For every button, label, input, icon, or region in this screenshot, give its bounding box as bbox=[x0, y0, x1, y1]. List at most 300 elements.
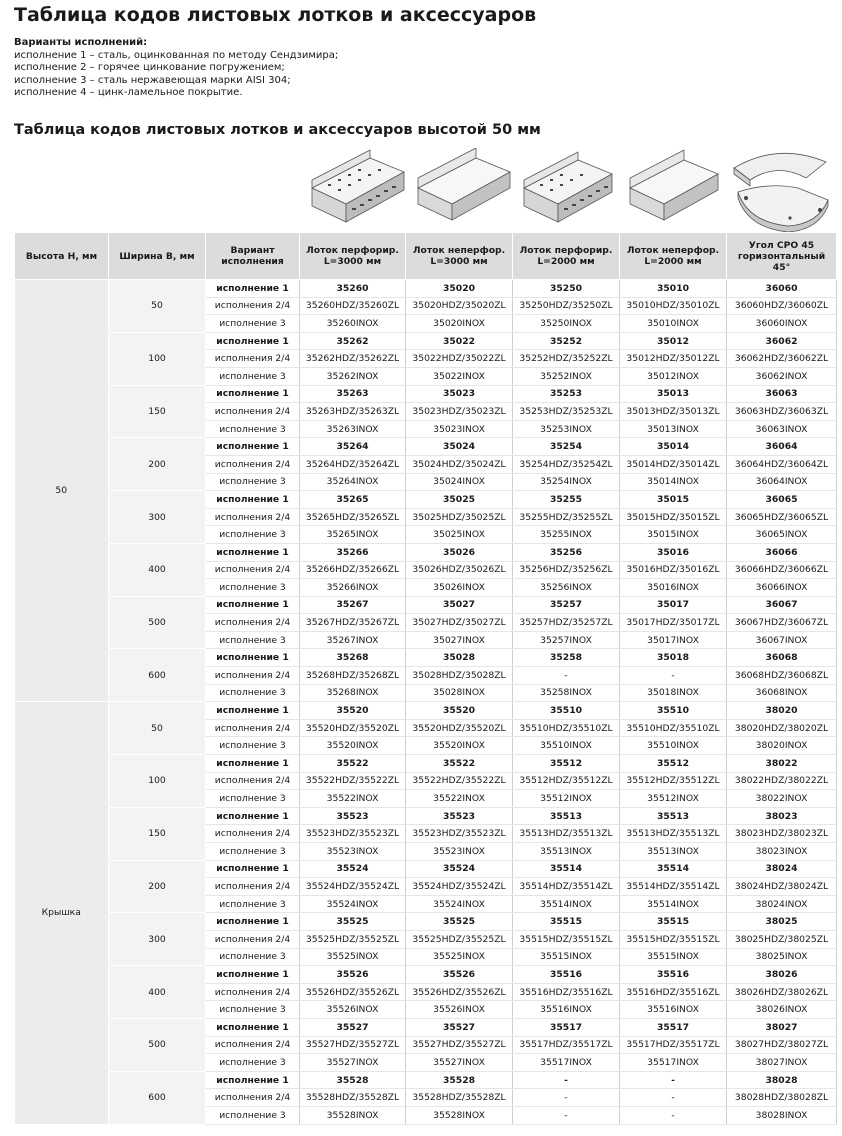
code-cell: 36064 bbox=[727, 438, 837, 456]
code-cell: 36066 bbox=[727, 543, 837, 561]
code-cell: 35515HDZ/35515ZL bbox=[620, 930, 727, 948]
code-cell: 35520HDZ/35520ZL bbox=[300, 719, 406, 737]
code-cell: 35267HDZ/35267ZL bbox=[300, 614, 406, 632]
code-cell: 36062HDZ/36062ZL bbox=[727, 350, 837, 368]
code-cell: 36063INOX bbox=[727, 420, 837, 438]
code-cell: 35523INOX bbox=[406, 843, 513, 861]
variant-cell: исполнения 2/4 bbox=[206, 455, 300, 473]
code-cell: 35266INOX bbox=[300, 579, 406, 597]
code-cell: 35510INOX bbox=[620, 737, 727, 755]
code-cell: 36066HDZ/36066ZL bbox=[727, 561, 837, 579]
code-cell: 38026INOX bbox=[727, 1001, 837, 1019]
code-cell: 35022INOX bbox=[406, 367, 513, 385]
width-cell: 500 bbox=[109, 596, 206, 649]
variant-cell: исполнения 2/4 bbox=[206, 667, 300, 685]
variant-cell: исполнения 2/4 bbox=[206, 508, 300, 526]
code-cell: 35525INOX bbox=[406, 948, 513, 966]
code-cell: 38022 bbox=[727, 755, 837, 773]
code-cell: 38024INOX bbox=[727, 895, 837, 913]
code-cell: 35265INOX bbox=[300, 526, 406, 544]
code-cell: 35014HDZ/35014ZL bbox=[620, 455, 727, 473]
variant-cell: исполнения 2/4 bbox=[206, 930, 300, 948]
code-cell: 35515 bbox=[620, 913, 727, 931]
variant-cell: исполнения 2/4 bbox=[206, 614, 300, 632]
variant-cell: исполнение 1 bbox=[206, 860, 300, 878]
code-cell: 35510 bbox=[620, 702, 727, 720]
code-cell: 35255 bbox=[513, 491, 620, 509]
code-cell: 35263 bbox=[300, 385, 406, 403]
code-cell: 36062 bbox=[727, 332, 837, 350]
table-row bbox=[15, 332, 837, 350]
code-cell: 35264HDZ/35264ZL bbox=[300, 455, 406, 473]
code-cell: 35265 bbox=[300, 491, 406, 509]
code-cell: 35253HDZ/35253ZL bbox=[513, 403, 620, 421]
code-cell: 35028INOX bbox=[406, 684, 513, 702]
code-cell: - bbox=[620, 1071, 727, 1089]
code-cell: 38022HDZ/38022ZL bbox=[727, 772, 837, 790]
variant-cell: исполнение 3 bbox=[206, 473, 300, 491]
code-cell: 38024HDZ/38024ZL bbox=[727, 878, 837, 896]
code-cell: 35528HDZ/35528ZL bbox=[300, 1089, 406, 1107]
table-row bbox=[15, 913, 837, 931]
code-cell: 35512 bbox=[513, 755, 620, 773]
code-cell: 35526 bbox=[406, 966, 513, 984]
code-cell: 35254INOX bbox=[513, 473, 620, 491]
code-cell: 35253 bbox=[513, 385, 620, 403]
code-cell: 35250INOX bbox=[513, 315, 620, 333]
variant-cell: исполнение 1 bbox=[206, 913, 300, 931]
column-header: Высота H, мм bbox=[15, 233, 109, 280]
horizontal-angle-image bbox=[728, 148, 832, 232]
code-cell: 35524HDZ/35524ZL bbox=[300, 878, 406, 896]
variant-cell: исполнение 1 bbox=[206, 385, 300, 403]
code-cell: 35027 bbox=[406, 596, 513, 614]
code-cell: 35522HDZ/35522ZL bbox=[406, 772, 513, 790]
code-cell: 35257HDZ/35257ZL bbox=[513, 614, 620, 632]
code-cell: 35024INOX bbox=[406, 473, 513, 491]
code-cell: 36065HDZ/36065ZL bbox=[727, 508, 837, 526]
code-cell: 36067INOX bbox=[727, 631, 837, 649]
code-cell: 35516INOX bbox=[620, 1001, 727, 1019]
code-cell: 35522INOX bbox=[300, 790, 406, 808]
code-cell: 35514 bbox=[620, 860, 727, 878]
code-cell: 35264 bbox=[300, 438, 406, 456]
code-cell: 35016INOX bbox=[620, 579, 727, 597]
code-cell: 35268HDZ/35268ZL bbox=[300, 667, 406, 685]
code-cell: 35513 bbox=[620, 807, 727, 825]
width-cell: 100 bbox=[109, 332, 206, 385]
code-cell: 35017INOX bbox=[620, 631, 727, 649]
variant-cell: исполнения 2/4 bbox=[206, 825, 300, 843]
column-header: Вариант исполнения bbox=[206, 233, 300, 280]
width-cell: 200 bbox=[109, 438, 206, 491]
code-cell: 35527HDZ/35527ZL bbox=[300, 1036, 406, 1054]
code-cell: 35513INOX bbox=[513, 843, 620, 861]
code-cell: 38028INOX bbox=[727, 1106, 837, 1124]
code-cell: 35526 bbox=[300, 966, 406, 984]
table-row bbox=[15, 385, 837, 403]
code-cell: 35527INOX bbox=[300, 1054, 406, 1072]
variant-cell: исполнение 1 bbox=[206, 438, 300, 456]
code-cell: 35028HDZ/35028ZL bbox=[406, 667, 513, 685]
code-cell: 35263HDZ/35263ZL bbox=[300, 403, 406, 421]
width-cell: 600 bbox=[109, 1071, 206, 1124]
variant-cell: исполнение 3 bbox=[206, 843, 300, 861]
code-cell: - bbox=[513, 667, 620, 685]
code-cell: 35524HDZ/35524ZL bbox=[406, 878, 513, 896]
variant-cell: исполнение 3 bbox=[206, 1106, 300, 1124]
code-cell: 35014 bbox=[620, 438, 727, 456]
code-cell: 35520 bbox=[300, 702, 406, 720]
column-header: Ширина B, мм bbox=[109, 233, 206, 280]
code-cell: - bbox=[620, 667, 727, 685]
code-cell: 36064INOX bbox=[727, 473, 837, 491]
code-cell: 35254HDZ/35254ZL bbox=[513, 455, 620, 473]
code-cell: 36067HDZ/36067ZL bbox=[727, 614, 837, 632]
table-row bbox=[15, 1071, 837, 1089]
code-cell: 35010 bbox=[620, 280, 727, 298]
code-cell: 35525INOX bbox=[300, 948, 406, 966]
code-cell: 38027HDZ/38027ZL bbox=[727, 1036, 837, 1054]
variant-cell: исполнение 1 bbox=[206, 649, 300, 667]
variant-cell: исполнение 3 bbox=[206, 420, 300, 438]
code-cell: 38023INOX bbox=[727, 843, 837, 861]
variant-line: исполнение 1 – сталь, оцинкованная по методу Сендзимира; bbox=[14, 49, 339, 61]
table-row bbox=[15, 280, 837, 298]
code-cell: 35522 bbox=[406, 755, 513, 773]
code-cell: 35022 bbox=[406, 332, 513, 350]
product-images bbox=[300, 148, 836, 232]
code-cell: 35013INOX bbox=[620, 420, 727, 438]
code-cell: 38026HDZ/38026ZL bbox=[727, 983, 837, 1001]
code-cell: 35513 bbox=[513, 807, 620, 825]
code-cell: 35257 bbox=[513, 596, 620, 614]
code-cell: 35525 bbox=[300, 913, 406, 931]
code-cell: 36066INOX bbox=[727, 579, 837, 597]
code-cell: 36064HDZ/36064ZL bbox=[727, 455, 837, 473]
code-cell: 35025HDZ/35025ZL bbox=[406, 508, 513, 526]
code-cell: 35026 bbox=[406, 543, 513, 561]
variant-cell: исполнения 2/4 bbox=[206, 772, 300, 790]
table-body bbox=[15, 280, 837, 1125]
code-cell: 35517 bbox=[513, 1018, 620, 1036]
code-cell: 35265HDZ/35265ZL bbox=[300, 508, 406, 526]
code-cell: 35528HDZ/35528ZL bbox=[406, 1089, 513, 1107]
code-cell: 35527 bbox=[300, 1018, 406, 1036]
code-cell: 35020 bbox=[406, 280, 513, 298]
code-cell: 35262HDZ/35262ZL bbox=[300, 350, 406, 368]
code-cell: 35517INOX bbox=[620, 1054, 727, 1072]
code-cell: 35013 bbox=[620, 385, 727, 403]
variant-line: исполнение 3 – сталь нержавеющая марки AISI 304; bbox=[14, 74, 291, 86]
code-cell: 35025INOX bbox=[406, 526, 513, 544]
code-cell: 35515 bbox=[513, 913, 620, 931]
code-cell: 36062INOX bbox=[727, 367, 837, 385]
code-cell: 35516HDZ/35516ZL bbox=[620, 983, 727, 1001]
code-cell: 35525 bbox=[406, 913, 513, 931]
table-header-row bbox=[15, 233, 837, 280]
column-header: Лоток неперфор. L=3000 мм bbox=[406, 233, 513, 280]
code-cell: 35018 bbox=[620, 649, 727, 667]
code-cell: 35516 bbox=[620, 966, 727, 984]
code-cell: 35515INOX bbox=[620, 948, 727, 966]
code-cell: 35267 bbox=[300, 596, 406, 614]
code-cell: 35527 bbox=[406, 1018, 513, 1036]
code-cell: 35018INOX bbox=[620, 684, 727, 702]
code-cell: 35510HDZ/35510ZL bbox=[513, 719, 620, 737]
width-cell: 50 bbox=[109, 702, 206, 755]
code-cell: 35256 bbox=[513, 543, 620, 561]
code-cell: 35027HDZ/35027ZL bbox=[406, 614, 513, 632]
code-cell: 35026INOX bbox=[406, 579, 513, 597]
variant-cell: исполнение 3 bbox=[206, 367, 300, 385]
variant-cell: исполнение 1 bbox=[206, 755, 300, 773]
code-cell: - bbox=[513, 1071, 620, 1089]
code-cell: 35512 bbox=[620, 755, 727, 773]
code-cell: 35516HDZ/35516ZL bbox=[513, 983, 620, 1001]
code-cell: 35514HDZ/35514ZL bbox=[513, 878, 620, 896]
code-cell: 35524 bbox=[406, 860, 513, 878]
variant-cell: исполнение 1 bbox=[206, 332, 300, 350]
code-cell: 35523HDZ/35523ZL bbox=[300, 825, 406, 843]
code-cell: 35252INOX bbox=[513, 367, 620, 385]
code-cell: 35525HDZ/35525ZL bbox=[300, 930, 406, 948]
code-cell: 38028HDZ/38028ZL bbox=[727, 1089, 837, 1107]
code-cell: 35014INOX bbox=[620, 473, 727, 491]
code-cell: 35520INOX bbox=[300, 737, 406, 755]
code-cell: 35528 bbox=[300, 1071, 406, 1089]
code-cell: 36060 bbox=[727, 280, 837, 298]
code-cell: 35510HDZ/35510ZL bbox=[620, 719, 727, 737]
variant-cell: исполнения 2/4 bbox=[206, 1089, 300, 1107]
code-cell: 35016HDZ/35016ZL bbox=[620, 561, 727, 579]
variant-cell: исполнение 3 bbox=[206, 737, 300, 755]
code-cell: 35023HDZ/35023ZL bbox=[406, 403, 513, 421]
code-cell: 35515HDZ/35515ZL bbox=[513, 930, 620, 948]
variant-cell: исполнения 2/4 bbox=[206, 297, 300, 315]
code-cell: 35514HDZ/35514ZL bbox=[620, 878, 727, 896]
code-cell: 35255INOX bbox=[513, 526, 620, 544]
code-cell: 35025 bbox=[406, 491, 513, 509]
code-cell: 35517HDZ/35517ZL bbox=[620, 1036, 727, 1054]
table-row bbox=[15, 491, 837, 509]
code-cell: 35524INOX bbox=[300, 895, 406, 913]
variant-cell: исполнение 1 bbox=[206, 596, 300, 614]
code-cell: 35517INOX bbox=[513, 1054, 620, 1072]
variants-block bbox=[14, 37, 338, 100]
column-header: Лоток перфорир. L=3000 мм bbox=[300, 233, 406, 280]
code-cell: 35268INOX bbox=[300, 684, 406, 702]
code-cell: 35523INOX bbox=[300, 843, 406, 861]
code-cell: 35513HDZ/35513ZL bbox=[620, 825, 727, 843]
non-perforated-tray-image bbox=[414, 148, 514, 232]
code-cell: 35520HDZ/35520ZL bbox=[406, 719, 513, 737]
code-cell: 35523HDZ/35523ZL bbox=[406, 825, 513, 843]
table-row bbox=[15, 596, 837, 614]
code-cell: 35250 bbox=[513, 280, 620, 298]
code-cell: 35257INOX bbox=[513, 631, 620, 649]
column-header: Лоток неперфор. L=2000 мм bbox=[620, 233, 727, 280]
code-cell: 35522INOX bbox=[406, 790, 513, 808]
variant-cell: исполнение 3 bbox=[206, 526, 300, 544]
code-cell: 35512INOX bbox=[620, 790, 727, 808]
code-cell: 36063HDZ/36063ZL bbox=[727, 403, 837, 421]
table-row bbox=[15, 543, 837, 561]
variant-cell: исполнение 3 bbox=[206, 631, 300, 649]
variant-cell: исполнения 2/4 bbox=[206, 878, 300, 896]
code-cell: 35266HDZ/35266ZL bbox=[300, 561, 406, 579]
variant-cell: исполнение 3 bbox=[206, 1001, 300, 1019]
table-row bbox=[15, 807, 837, 825]
variant-cell: исполнение 1 bbox=[206, 543, 300, 561]
code-cell: 35015INOX bbox=[620, 526, 727, 544]
code-cell: 35512HDZ/35512ZL bbox=[513, 772, 620, 790]
code-cell: 35514INOX bbox=[513, 895, 620, 913]
variant-cell: исполнение 1 bbox=[206, 280, 300, 298]
code-cell: 38025HDZ/38025ZL bbox=[727, 930, 837, 948]
width-cell: 50 bbox=[109, 280, 206, 333]
code-cell: 35262INOX bbox=[300, 367, 406, 385]
variant-cell: исполнение 3 bbox=[206, 948, 300, 966]
code-cell: 35026HDZ/35026ZL bbox=[406, 561, 513, 579]
code-cell: 35027INOX bbox=[406, 631, 513, 649]
perforated-tray-short-image bbox=[518, 148, 618, 232]
code-cell: 36068INOX bbox=[727, 684, 837, 702]
page-title: Таблица кодов листовых лотков и аксессуаров bbox=[14, 4, 537, 26]
code-cell: 36068 bbox=[727, 649, 837, 667]
variant-cell: исполнения 2/4 bbox=[206, 403, 300, 421]
code-cell: 35516INOX bbox=[513, 1001, 620, 1019]
code-cell: 35528INOX bbox=[406, 1106, 513, 1124]
code-cell: 38026 bbox=[727, 966, 837, 984]
variant-cell: исполнение 3 bbox=[206, 579, 300, 597]
code-cell: 35020INOX bbox=[406, 315, 513, 333]
code-cell: 35527HDZ/35527ZL bbox=[406, 1036, 513, 1054]
code-cell: 35525HDZ/35525ZL bbox=[406, 930, 513, 948]
variant-cell: исполнение 3 bbox=[206, 895, 300, 913]
codes-table bbox=[14, 232, 837, 1125]
variants-heading: Варианты исполнений: bbox=[14, 37, 148, 48]
code-cell: - bbox=[513, 1089, 620, 1107]
code-cell: 35528INOX bbox=[300, 1106, 406, 1124]
code-cell: 35256HDZ/35256ZL bbox=[513, 561, 620, 579]
code-cell: - bbox=[620, 1089, 727, 1107]
code-cell: 35012HDZ/35012ZL bbox=[620, 350, 727, 368]
height-cell: 50 bbox=[15, 280, 109, 702]
code-cell: 35250HDZ/35250ZL bbox=[513, 297, 620, 315]
table-row bbox=[15, 966, 837, 984]
code-cell: 38028 bbox=[727, 1071, 837, 1089]
code-cell: 38027INOX bbox=[727, 1054, 837, 1072]
code-cell: 35264INOX bbox=[300, 473, 406, 491]
variant-cell: исполнение 1 bbox=[206, 1071, 300, 1089]
code-cell: 35028 bbox=[406, 649, 513, 667]
code-cell: 35017HDZ/35017ZL bbox=[620, 614, 727, 632]
code-cell: 35024HDZ/35024ZL bbox=[406, 455, 513, 473]
code-cell: 38022INOX bbox=[727, 790, 837, 808]
width-cell: 300 bbox=[109, 491, 206, 544]
code-cell: 35520INOX bbox=[406, 737, 513, 755]
code-cell: 35260 bbox=[300, 280, 406, 298]
width-cell: 600 bbox=[109, 649, 206, 702]
code-cell: 35258INOX bbox=[513, 684, 620, 702]
code-cell: 35016 bbox=[620, 543, 727, 561]
code-cell: 35017 bbox=[620, 596, 727, 614]
code-cell: 35254 bbox=[513, 438, 620, 456]
variant-cell: исполнение 3 bbox=[206, 790, 300, 808]
code-cell: 35015HDZ/35015ZL bbox=[620, 508, 727, 526]
column-header: Лоток перфорир. L=2000 мм bbox=[513, 233, 620, 280]
width-cell: 200 bbox=[109, 860, 206, 913]
code-cell: 35515INOX bbox=[513, 948, 620, 966]
variant-cell: исполнения 2/4 bbox=[206, 1036, 300, 1054]
code-cell: 36067 bbox=[727, 596, 837, 614]
code-cell: 35512HDZ/35512ZL bbox=[620, 772, 727, 790]
code-cell: 35513INOX bbox=[620, 843, 727, 861]
code-cell: 35526INOX bbox=[300, 1001, 406, 1019]
variant-cell: исполнение 1 bbox=[206, 491, 300, 509]
code-cell: 36063 bbox=[727, 385, 837, 403]
width-cell: 400 bbox=[109, 966, 206, 1019]
table-row bbox=[15, 1018, 837, 1036]
variant-cell: исполнение 3 bbox=[206, 684, 300, 702]
code-cell: 35512INOX bbox=[513, 790, 620, 808]
code-cell: 38024 bbox=[727, 860, 837, 878]
code-cell: 35024 bbox=[406, 438, 513, 456]
code-cell: 35524 bbox=[300, 860, 406, 878]
code-cell: 38020 bbox=[727, 702, 837, 720]
table-row bbox=[15, 702, 837, 720]
section-title: Таблица кодов листовых лотков и аксессуаров высотой 50 мм bbox=[14, 122, 541, 138]
code-cell: 35260INOX bbox=[300, 315, 406, 333]
code-cell: 35266 bbox=[300, 543, 406, 561]
variant-cell: исполнение 1 bbox=[206, 966, 300, 984]
code-cell: 36065INOX bbox=[727, 526, 837, 544]
code-cell: 35522 bbox=[300, 755, 406, 773]
variant-cell: исполнения 2/4 bbox=[206, 983, 300, 1001]
code-cell: 35256INOX bbox=[513, 579, 620, 597]
code-cell: 35526INOX bbox=[406, 1001, 513, 1019]
width-cell: 150 bbox=[109, 385, 206, 438]
width-cell: 500 bbox=[109, 1018, 206, 1071]
code-cell: 35258 bbox=[513, 649, 620, 667]
code-cell: 35020HDZ/35020ZL bbox=[406, 297, 513, 315]
code-cell: 38023 bbox=[727, 807, 837, 825]
code-cell: 35523 bbox=[300, 807, 406, 825]
code-cell: 35262 bbox=[300, 332, 406, 350]
code-cell: 35520 bbox=[406, 702, 513, 720]
perforated-tray-image bbox=[308, 148, 408, 232]
code-cell: 35252 bbox=[513, 332, 620, 350]
code-cell: 36060INOX bbox=[727, 315, 837, 333]
variant-line: исполнение 2 – горячее цинкование погружением; bbox=[14, 62, 285, 74]
code-cell: 35013HDZ/35013ZL bbox=[620, 403, 727, 421]
code-cell: 35012INOX bbox=[620, 367, 727, 385]
code-cell: 38025INOX bbox=[727, 948, 837, 966]
width-cell: 100 bbox=[109, 755, 206, 808]
code-cell: 35526HDZ/35526ZL bbox=[300, 983, 406, 1001]
variant-line: исполнение 4 – цинк-ламельное покрытие. bbox=[14, 87, 243, 99]
code-cell: - bbox=[620, 1106, 727, 1124]
width-cell: 400 bbox=[109, 543, 206, 596]
code-cell: 35023INOX bbox=[406, 420, 513, 438]
code-cell: 35527INOX bbox=[406, 1054, 513, 1072]
variant-cell: исполнения 2/4 bbox=[206, 350, 300, 368]
variant-cell: исполнение 3 bbox=[206, 315, 300, 333]
variant-cell: исполнение 1 bbox=[206, 702, 300, 720]
code-cell: 35522HDZ/35522ZL bbox=[300, 772, 406, 790]
code-cell: 35010INOX bbox=[620, 315, 727, 333]
